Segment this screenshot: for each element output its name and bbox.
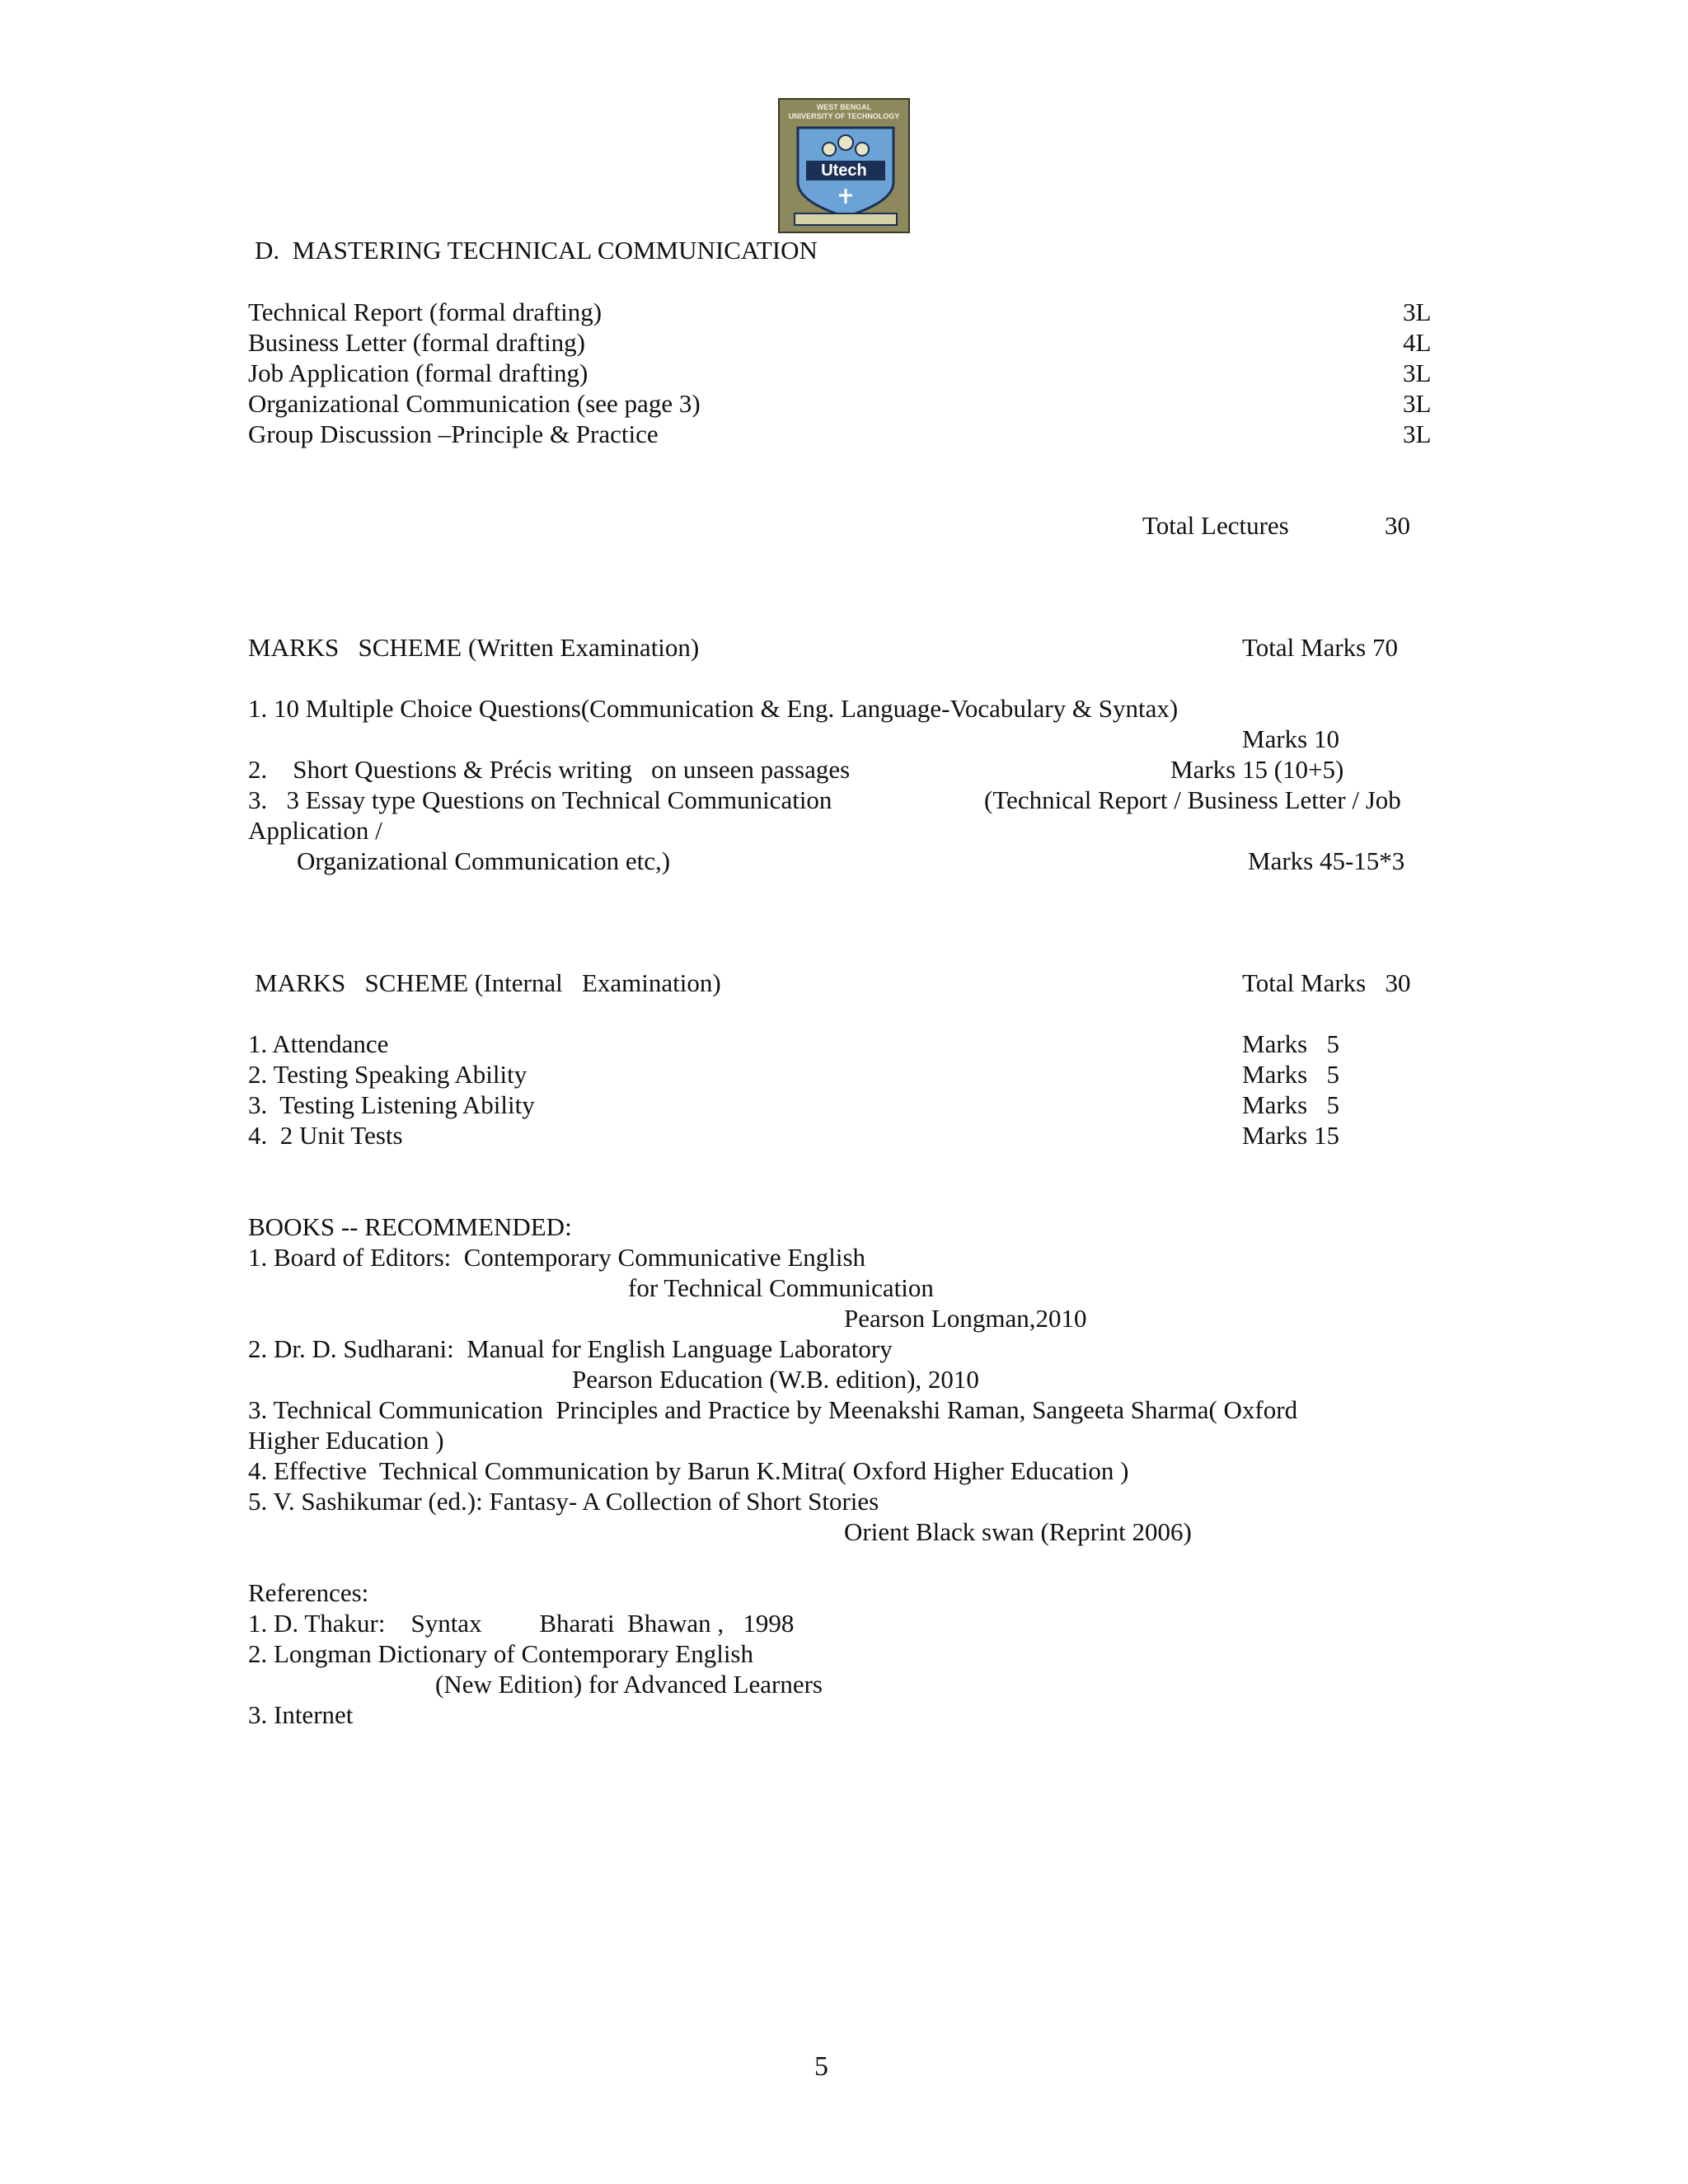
internal-item-label: 4. 2 Unit Tests <box>248 1121 403 1150</box>
book-2-line: Pearson Education (W.B. edition), 2010 <box>572 1365 979 1394</box>
written-scheme-total: Total Marks 70 <box>1242 633 1398 662</box>
book-1-line: 1. Board of Editors: Contemporary Communicative English <box>248 1243 866 1272</box>
written-q3-text: 3. 3 Essay type Questions on Technical Communication <box>248 785 832 814</box>
internal-scheme-title: MARKS SCHEME (Internal Examination) <box>255 968 721 997</box>
topic-label: Group Discussion –Principle & Practice <box>248 419 659 448</box>
internal-item-marks: Marks 15 <box>1242 1121 1339 1150</box>
logo-header-line2: UNIVERSITY OF TECHNOLOGY <box>788 112 900 120</box>
written-q1-marks: Marks 10 <box>1242 724 1339 753</box>
written-q2-text: 2. Short Questions & Précis writing on unseen passages <box>248 755 851 784</box>
logo-header-line1: WEST BENGAL <box>816 103 872 111</box>
written-q3-continuation: Application / <box>248 816 382 845</box>
topic-label: Technical Report (formal drafting) <box>248 298 603 326</box>
reference-item: 3. Internet <box>248 1700 354 1729</box>
written-q3-detail: (Technical Report / Business Letter / Job <box>984 785 1401 814</box>
topic-hours: 3L <box>1403 389 1432 418</box>
university-logo <box>778 98 910 233</box>
book-4-line: 4. Effective Technical Communication by Barun K.Mitra( Oxford Higher Education ) <box>248 1456 1129 1485</box>
reference-item: 1. D. Thakur: Syntax Bharati Bhawan , 1998 <box>248 1609 795 1638</box>
book-3-line: Higher Education ) <box>248 1426 444 1455</box>
internal-item-marks: Marks 5 <box>1242 1060 1339 1089</box>
written-q3-marks: Marks 45-15*3 <box>1248 846 1405 875</box>
topic-hours: 4L <box>1403 328 1432 357</box>
reference-item: (New Edition) for Advanced Learners <box>435 1670 823 1699</box>
internal-item-marks: Marks 5 <box>1242 1029 1339 1058</box>
books-heading: BOOKS -- RECOMMENDED: <box>248 1212 572 1241</box>
topic-hours: 3L <box>1403 359 1432 387</box>
book-2-line: 2. Dr. D. Sudharani: Manual for English Language Laboratory <box>248 1334 893 1363</box>
book-3-line: 3. Technical Communication Principles and Practice by Meenakshi Raman, Sangeeta Sharma( Oxford <box>248 1395 1298 1424</box>
written-q2-marks: Marks 15 (10+5) <box>1170 755 1344 784</box>
topic-label: Organizational Communication (see page 3) <box>248 389 701 418</box>
internal-item-marks: Marks 5 <box>1242 1090 1339 1119</box>
internal-item-label: 1. Attendance <box>248 1029 389 1058</box>
written-scheme-title: MARKS SCHEME (Written Examination) <box>248 633 700 662</box>
section-heading: D. MASTERING TECHNICAL COMMUNICATION <box>255 236 818 265</box>
reference-item: 2. Longman Dictionary of Contemporary English <box>248 1639 753 1668</box>
total-lectures-value: 30 <box>1385 511 1410 540</box>
book-5-line: 5. V. Sashikumar (ed.): Fantasy- A Collection of Short Stories <box>248 1487 879 1516</box>
written-q3-continuation-2: Organizational Communication etc,) <box>297 846 671 875</box>
book-1-line: Pearson Longman,2010 <box>844 1304 1087 1333</box>
logo-wordmark: Utech <box>821 162 867 180</box>
total-lectures-label: Total Lectures <box>1142 511 1289 540</box>
topic-label: Business Letter (formal drafting) <box>248 328 585 357</box>
internal-item-label: 2. Testing Speaking Ability <box>248 1060 528 1089</box>
book-5-line: Orient Black swan (Reprint 2006) <box>844 1517 1192 1546</box>
topic-hours: 3L <box>1403 298 1432 326</box>
topic-hours: 3L <box>1403 419 1432 448</box>
book-1-line: for Technical Communication <box>628 1273 934 1302</box>
topic-label: Job Application (formal drafting) <box>248 359 588 387</box>
written-q1-text: 1. 10 Multiple Choice Questions(Communication & Eng. Language-Vocabulary & Syntax) <box>248 694 1179 723</box>
page-number: 5 <box>814 2051 828 2082</box>
references-heading: References: <box>248 1578 369 1607</box>
internal-item-label: 3. Testing Listening Ability <box>248 1090 535 1119</box>
internal-scheme-total: Total Marks 30 <box>1242 968 1411 997</box>
